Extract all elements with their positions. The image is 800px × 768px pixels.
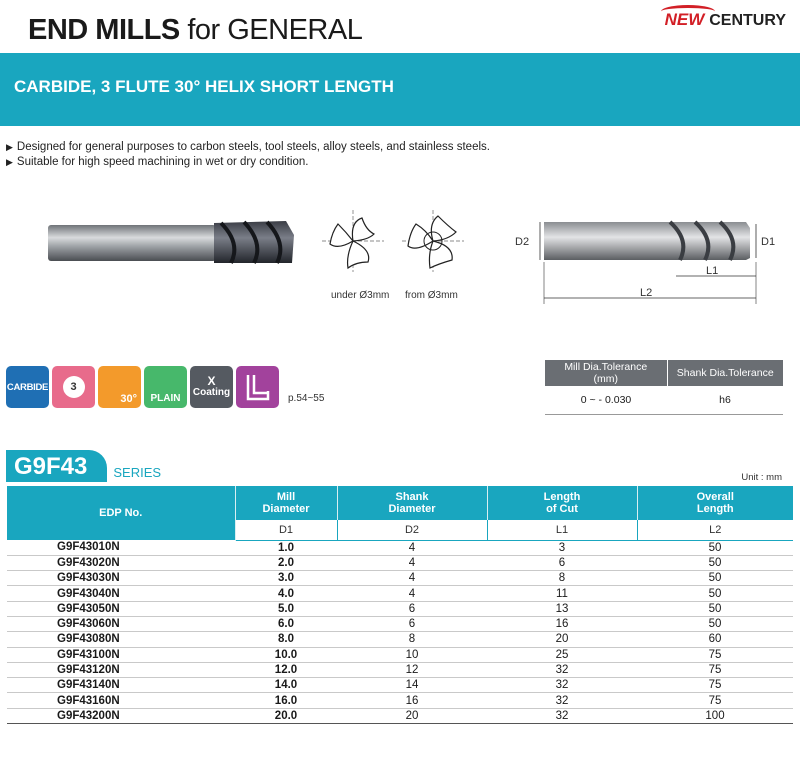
length-of-cut-cell: 25 bbox=[555, 648, 569, 661]
table-row bbox=[7, 616, 793, 631]
shank-diameter-cell: 4 bbox=[408, 541, 416, 554]
edp-cell: G9F43010N bbox=[57, 541, 120, 554]
overall-length-cell: 100 bbox=[705, 709, 725, 722]
length-of-cut-cell: 20 bbox=[555, 633, 569, 646]
page-reference: p.54~55 bbox=[288, 393, 325, 404]
plain-label: PLAIN bbox=[150, 393, 181, 404]
unit-label: Unit : mm bbox=[741, 472, 782, 483]
length-of-cut-cell: 3 bbox=[558, 541, 566, 554]
tolerance-header: Shank Dia.Tolerance bbox=[667, 360, 783, 386]
end-mill-photo bbox=[46, 219, 296, 267]
flute-count: 3 bbox=[63, 376, 85, 398]
tolerance-table bbox=[545, 360, 783, 415]
cross-section-under-icon bbox=[322, 210, 384, 272]
length-of-cut-header: Length of Cut bbox=[487, 486, 637, 520]
length-of-cut-cell: 16 bbox=[555, 618, 569, 631]
mill-diameter-cell: 20.0 bbox=[274, 709, 298, 722]
helix-angle-icon bbox=[98, 366, 141, 408]
coating-x: X bbox=[207, 374, 216, 388]
mill-diameter-cell: 3.0 bbox=[278, 572, 294, 585]
cross-section-from-icon bbox=[402, 210, 464, 272]
symbol-l1: L1 bbox=[487, 520, 637, 540]
under-3mm-label: under Ø3mm bbox=[331, 290, 390, 301]
overall-length-cell: 60 bbox=[708, 633, 722, 646]
table-row bbox=[7, 678, 793, 693]
brand-logo bbox=[665, 10, 786, 30]
shank-diameter-header: Shank Diameter bbox=[337, 486, 487, 520]
series-word: SERIES bbox=[113, 465, 162, 480]
shank-diameter-cell: 10 bbox=[405, 648, 419, 661]
overall-length-cell: 50 bbox=[708, 572, 722, 585]
category-banner bbox=[0, 53, 800, 126]
mill-diameter-cell: 4.0 bbox=[278, 587, 294, 600]
x-coating-icon bbox=[190, 366, 233, 408]
mill-diameter-cell: 10.0 bbox=[274, 648, 298, 661]
shank-diameter-cell: 8 bbox=[408, 633, 416, 646]
title-light: for GENERAL bbox=[187, 14, 363, 46]
mill-diameter-header: Mill Diameter bbox=[235, 486, 337, 520]
edp-cell: G9F43120N bbox=[57, 664, 120, 677]
symbol-d1: D1 bbox=[235, 520, 337, 540]
mill-diameter-cell: 5.0 bbox=[278, 602, 294, 615]
shank-diameter-cell: 20 bbox=[405, 709, 419, 722]
length-of-cut-cell: 8 bbox=[558, 572, 566, 585]
shank-diameter-cell: 4 bbox=[408, 587, 416, 600]
helix-angle: 30° bbox=[120, 393, 137, 405]
spec-icons bbox=[6, 366, 324, 408]
edp-cell: G9F43020N bbox=[57, 556, 120, 569]
edp-cell: G9F43030N bbox=[57, 572, 120, 585]
table-row bbox=[7, 540, 793, 555]
page-title bbox=[28, 14, 362, 47]
shank-diameter-cell: 4 bbox=[408, 556, 416, 569]
coating-label: Coating bbox=[192, 387, 231, 398]
brand-century: CENTURY bbox=[709, 12, 786, 29]
length-of-cut-cell: 13 bbox=[555, 602, 569, 615]
square-end-icon bbox=[236, 366, 279, 408]
feature-item: ▶ Designed for general purposes to carbon steels, tool steels, alloy steels, and stainless steels. bbox=[6, 140, 490, 155]
mill-diameter-cell: 12.0 bbox=[274, 664, 298, 677]
d2-label: D2 bbox=[515, 236, 530, 248]
brand-new: NEW bbox=[664, 10, 705, 29]
overall-length-cell: 75 bbox=[708, 648, 722, 661]
mill-tolerance-value: 0 ~ - 0.030 bbox=[545, 386, 667, 414]
table-row bbox=[7, 662, 793, 677]
length-of-cut-cell: 32 bbox=[555, 664, 569, 677]
series-name: G9F43 bbox=[6, 450, 107, 482]
table-row bbox=[7, 571, 793, 586]
table-row bbox=[7, 632, 793, 647]
length-of-cut-cell: 32 bbox=[555, 709, 569, 722]
shank-diameter-cell: 12 bbox=[405, 664, 419, 677]
table-row bbox=[7, 693, 793, 708]
edp-cell: G9F43160N bbox=[57, 694, 120, 707]
overall-length-cell: 50 bbox=[708, 602, 722, 615]
overall-length-cell: 75 bbox=[708, 694, 722, 707]
title-bold: END MILLS bbox=[28, 14, 180, 46]
mill-diameter-cell: 2.0 bbox=[278, 556, 294, 569]
overall-length-cell: 50 bbox=[708, 541, 722, 554]
edp-cell: G9F43200N bbox=[57, 709, 120, 722]
overall-length-cell: 75 bbox=[708, 679, 722, 692]
length-of-cut-cell: 32 bbox=[555, 679, 569, 692]
shank-diameter-cell: 14 bbox=[405, 679, 419, 692]
mill-diameter-cell: 16.0 bbox=[274, 694, 298, 707]
symbol-d2: D2 bbox=[337, 520, 487, 540]
overall-length-header: Overall Length bbox=[637, 486, 793, 520]
length-of-cut-cell: 6 bbox=[558, 556, 566, 569]
tolerance-header: Mill Dia.Tolerance (mm) bbox=[545, 360, 667, 386]
three-flute-icon bbox=[52, 366, 95, 408]
table-row bbox=[7, 555, 793, 570]
feature-list bbox=[6, 140, 490, 170]
plain-shank-icon bbox=[144, 366, 187, 408]
mill-diameter-cell: 1.0 bbox=[278, 541, 294, 554]
length-of-cut-cell: 11 bbox=[556, 587, 568, 600]
table-row bbox=[7, 586, 793, 601]
edp-cell: G9F43080N bbox=[57, 633, 120, 646]
shank-diameter-cell: 6 bbox=[408, 602, 416, 615]
shank-tolerance-value: h6 bbox=[667, 386, 783, 414]
series-tag-wrap bbox=[6, 450, 161, 482]
edp-cell: G9F43140N bbox=[57, 679, 120, 692]
d1-label: D1 bbox=[761, 236, 776, 248]
mill-diameter-cell: 8.0 bbox=[278, 633, 294, 646]
shank-diameter-cell: 6 bbox=[408, 618, 416, 631]
overall-length-cell: 75 bbox=[708, 664, 722, 677]
feature-item: ▶ Suitable for high speed machining in wet or dry condition. bbox=[6, 155, 490, 170]
product-table bbox=[7, 486, 793, 724]
overall-length-cell: 50 bbox=[708, 556, 722, 569]
shank-diameter-cell: 16 bbox=[405, 694, 419, 707]
edp-cell: G9F43040N bbox=[57, 587, 120, 600]
length-of-cut-cell: 32 bbox=[555, 694, 569, 707]
table-row bbox=[7, 601, 793, 616]
table-row bbox=[7, 708, 793, 723]
overall-length-cell: 50 bbox=[708, 618, 722, 631]
mill-diameter-cell: 6.0 bbox=[278, 618, 294, 631]
shank-diameter-cell: 4 bbox=[408, 572, 416, 585]
square-end-graphic bbox=[244, 373, 272, 401]
table-row bbox=[7, 647, 793, 662]
edp-header: EDP No. bbox=[7, 486, 235, 540]
edp-cell: G9F43060N bbox=[57, 618, 120, 631]
mill-diameter-cell: 14.0 bbox=[274, 679, 298, 692]
carbide-icon: CARBIDE bbox=[6, 366, 49, 408]
banner-subtitle: CARBIDE, 3 FLUTE 30° HELIX SHORT LENGTH bbox=[14, 77, 394, 96]
edp-cell: G9F43050N bbox=[57, 602, 120, 615]
symbol-l2: L2 bbox=[637, 520, 793, 540]
l2-label: L2 bbox=[640, 287, 653, 299]
edp-cell: G9F43100N bbox=[57, 648, 120, 661]
l1-label: L1 bbox=[706, 265, 719, 277]
from-3mm-label: from Ø3mm bbox=[405, 290, 458, 301]
overall-length-cell: 50 bbox=[708, 587, 722, 600]
